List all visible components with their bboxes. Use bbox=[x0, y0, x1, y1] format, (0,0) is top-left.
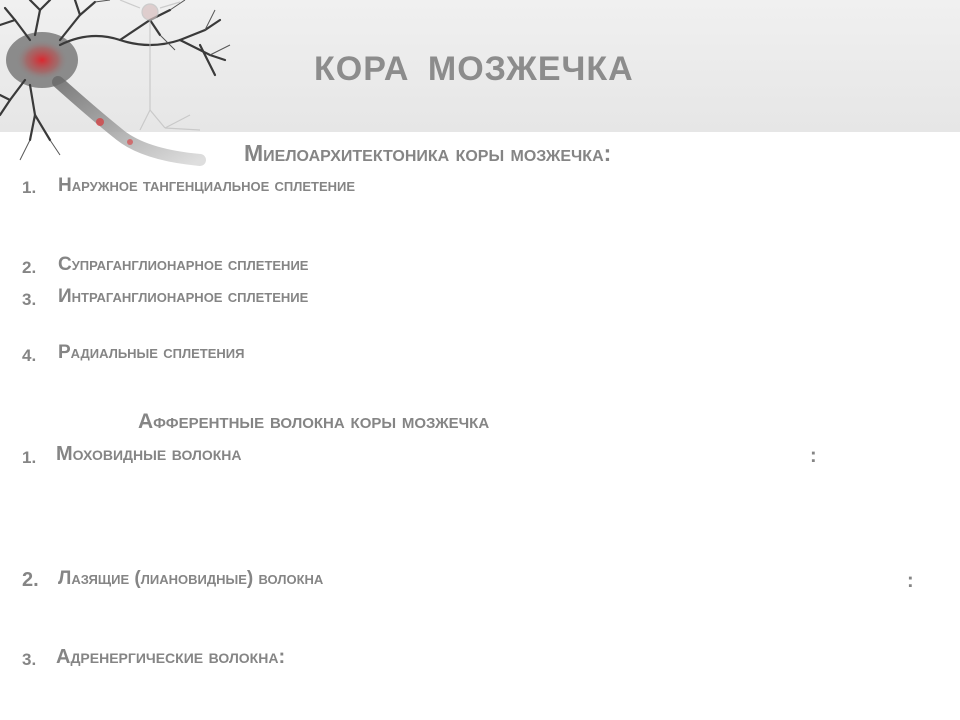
item-number: 1. bbox=[22, 448, 37, 467]
item-label: Лазящие (лиановидные) волокна bbox=[58, 568, 324, 589]
item-number: 3. bbox=[22, 290, 37, 309]
item-label: Моховидные волокна bbox=[56, 443, 242, 465]
slide-title: КОРА МОЗЖЕЧКА bbox=[314, 50, 634, 88]
item-colon: : bbox=[810, 445, 817, 467]
myelo-heading: Миелоархитектоника коры мозжечка: bbox=[244, 140, 612, 166]
item-label: Супраганглионарное сплетение bbox=[58, 254, 309, 275]
item-number: 2. bbox=[22, 569, 39, 591]
item-label: Радиальные сплетения bbox=[58, 342, 245, 363]
item-label: Наружное тангенциальное сплетение bbox=[58, 175, 356, 196]
item-number: 3. bbox=[22, 650, 37, 669]
item-label: Адренергические волокна: bbox=[56, 646, 286, 668]
item-number: 1. bbox=[22, 178, 37, 197]
neuron-icon bbox=[0, 0, 240, 170]
item-number: 2. bbox=[22, 258, 37, 277]
afferent-heading: Афферентные волокна коры мозжечка bbox=[138, 410, 490, 433]
item-colon: : bbox=[907, 570, 914, 592]
item-label: Интраганглионарное сплетение bbox=[58, 286, 309, 307]
item-number: 4. bbox=[22, 346, 37, 365]
